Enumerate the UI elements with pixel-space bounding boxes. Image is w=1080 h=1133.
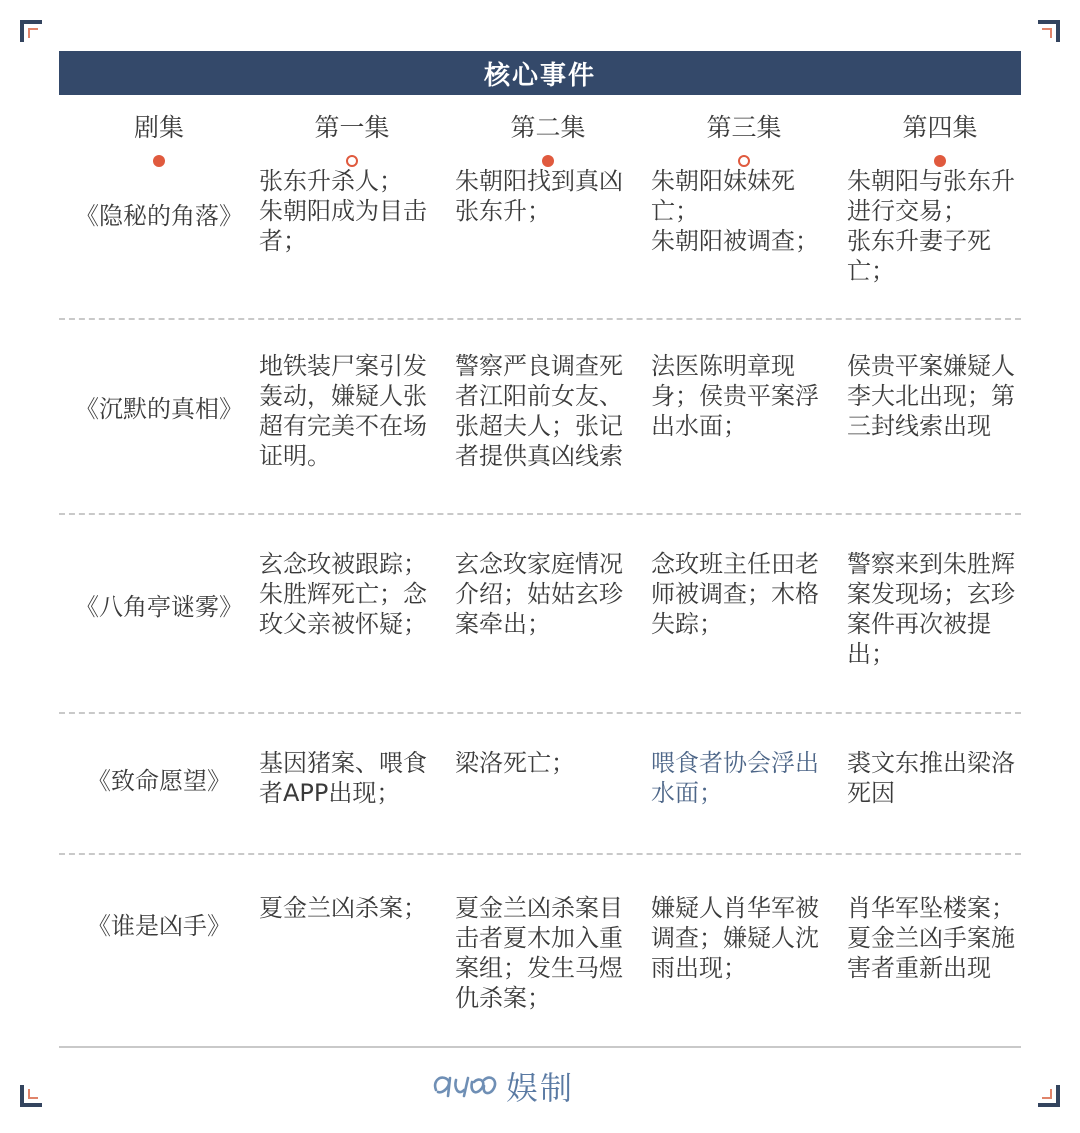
header-show: 剧集 [133, 113, 184, 142]
event-cell: 玄念玫被跟踪；朱胜辉死亡；念玫父亲被怀疑； [259, 550, 427, 638]
brand-logo [430, 1064, 650, 1108]
event-cell: 朱朝阳妹妹死亡； 朱朝阳被调查； [651, 167, 819, 255]
event-cell: 嫌疑人肖华军被调查；嫌疑人沈雨出现； [651, 894, 819, 982]
event-cell: 侯贵平案嫌疑人李大北出现；第三封线索出现 [847, 352, 1015, 440]
row-divider [59, 712, 1021, 714]
show-title: 《隐秘的角落》 [75, 202, 243, 230]
event-cell: 张东升杀人； 朱朝阳成为目击者； [259, 167, 427, 255]
show-title: 《致命愿望》 [87, 767, 231, 795]
event-cell: 地铁装尸案引发轰动，嫌疑人张超有完美不在场证明。 [259, 352, 427, 470]
event-cell: 法医陈明章现身；侯贵平案浮出水面； [651, 352, 819, 440]
header-episode-2: 第二集 [510, 113, 586, 142]
header-episode-3: 第三集 [706, 113, 782, 142]
event-cell: 念玫班主任田老师被调查；木格失踪； [651, 550, 819, 638]
table-title: 核心事件 [59, 51, 1021, 95]
event-cell: 喂食者协会浮出水面； [651, 749, 819, 807]
event-cell: 肖华军坠楼案；夏金兰凶手案施害者重新出现 [847, 894, 1015, 982]
event-cell: 玄念玫家庭情况介绍；姑姑玄珍案牵出； [455, 550, 623, 638]
show-title: 《沉默的真相》 [75, 395, 243, 423]
marker-dot [153, 155, 165, 167]
corner-decoration-bottom-left [20, 1085, 42, 1107]
brand-logo-icon [430, 1066, 502, 1106]
event-cell: 夏金兰凶杀案； [259, 894, 427, 922]
header-episode-4: 第四集 [902, 113, 978, 142]
event-cell: 梁洛死亡； [455, 749, 575, 777]
corner-decoration-top-left [20, 20, 42, 42]
bottom-divider [59, 1046, 1021, 1048]
event-cell: 朱朝阳找到真凶张东升； [455, 167, 623, 225]
brand-logo-text: 娱制 [506, 1069, 575, 1107]
corner-decoration-bottom-right [1038, 1085, 1060, 1107]
event-cell: 裘文东推出梁洛死因 [847, 749, 1015, 807]
corner-decoration-top-right [1038, 20, 1060, 42]
show-title: 《八角亭谜雾》 [75, 593, 243, 621]
event-cell: 朱朝阳与张东升进行交易； 张东升妻子死亡； [847, 167, 1015, 285]
row-divider [59, 513, 1021, 515]
event-cell: 夏金兰凶杀案目击者夏木加入重案组；发生马煜仇杀案； [455, 894, 623, 1012]
header-episode-1: 第一集 [314, 113, 390, 142]
row-divider [59, 853, 1021, 855]
event-cell: 警察来到朱胜辉案发现场；玄珍案件再次被提出； [847, 550, 1015, 668]
row-divider [59, 318, 1021, 320]
show-title: 《谁是凶手》 [87, 912, 231, 940]
event-cell: 警察严良调查死者江阳前女友、张超夫人；张记者提供真凶线索 [455, 352, 623, 470]
event-cell: 基因猪案、喂食者APP出现； [259, 749, 427, 807]
